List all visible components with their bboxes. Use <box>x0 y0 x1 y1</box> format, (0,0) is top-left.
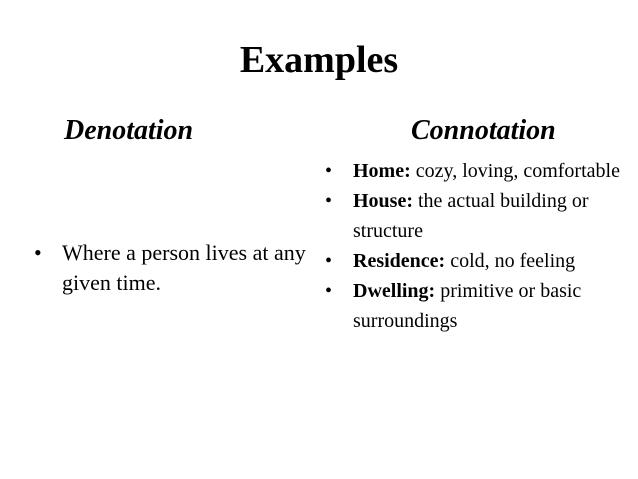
connotation-term: Home: <box>353 160 411 182</box>
connotation-description: cold, no feeling <box>445 250 576 272</box>
denotation-heading: Denotation <box>64 115 194 146</box>
bullet-icon: • <box>325 190 333 212</box>
connotation-term: House: <box>353 190 413 212</box>
connotation-item-dwelling <box>325 276 630 336</box>
bullet-icon: • <box>325 160 333 182</box>
denotation-item <box>34 238 314 298</box>
connotation-item-house <box>325 186 630 246</box>
connotation-description: primitive or basic surroundings <box>353 280 582 332</box>
connotation-heading: Connotation <box>411 115 556 146</box>
bullet-icon: • <box>34 240 42 265</box>
bullet-icon: • <box>325 280 333 302</box>
connotation-item-home <box>325 156 630 186</box>
denotation-item-text: Where a person lives at any given time. <box>62 240 306 295</box>
connotation-description: the actual building or structure <box>353 190 589 242</box>
connotation-list <box>325 156 630 336</box>
bullet-icon: • <box>325 250 333 272</box>
connotation-term: Dwelling: <box>353 280 436 302</box>
connotation-description: cozy, loving, comfortable <box>410 160 620 182</box>
connotation-term: Residence: <box>353 250 446 272</box>
connotation-item-residence <box>325 246 630 276</box>
denotation-list <box>34 238 314 298</box>
slide-title: Examples <box>239 39 399 81</box>
